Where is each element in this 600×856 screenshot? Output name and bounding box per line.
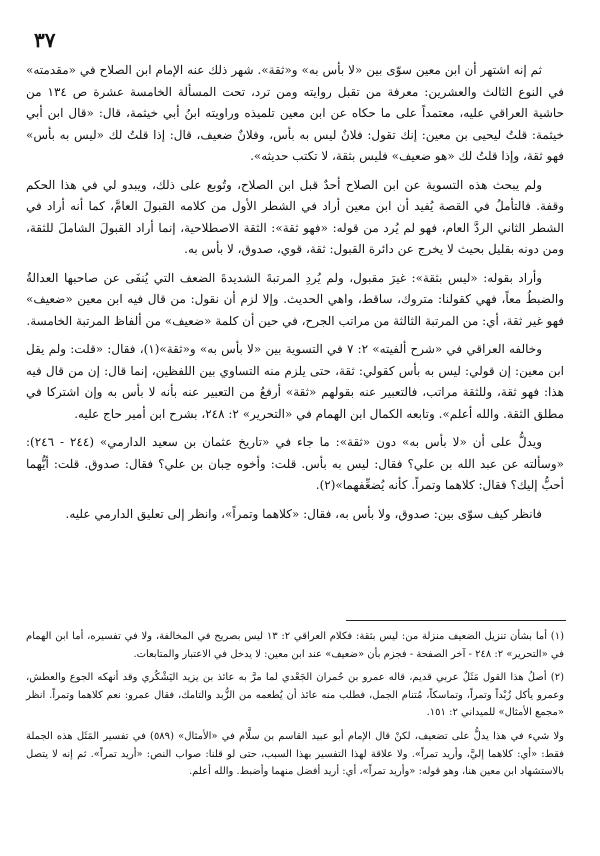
main-text [26, 60, 564, 532]
footnote: (٢) أصلُ هذا القول مَثَلٌ عربي قديم، قاله عمرو بن حُمران الجَعْدي لما مرَّ به عائذ بن يزيد اليَشْكُري وقد أنهكه الجوع والعطش، وعمرو يأكل زُبْداً وتمراً، وتماسكاً، مُتنام الجمل، فطلب منه عائذ أن يُطعمه من الزُّبد والتامك، فقال عمرو: نعم كلاهما وتمراً. انظر «مجمع الأمثال» للميداني ٢: ١٥١. [26, 672, 564, 719]
footnote: (١) أما بشأن تنزيل الضعيف منزلة من: ليس بثقة: فكلام العراقي ٢: ١٣ ليس بصريح في المخالفة، ولا في تفسيره، أما ابن الهمام في «التحرير» ٢: ٢٤٨ - آخر الصفحة - فجزم بأن «ضعيف» عند ابن معين: لا يدخل في الاعتبار والمتابعات. [26, 631, 564, 660]
paragraph: ويدلُّ على أن «لا بأس به» دون «ثقة»: ما جاء في «تاريخ عثمان بن سعيد الدارمي» (٢٤٤ - ٢٤٦): «وسألته عن عبد الله بن علي؟ فقال: ليس به بأس. قلت: وأخوه حِبان بن علي؟ فقال: صدوق. قلت: أيُّهما أحبُّ إليك؟ فقال: كلاهما وتمراً. كأنه يُضعِّفهما»(٢). [26, 435, 564, 492]
paragraph: وأراد بقوله: «ليس بثقة»: غيرَ مقبول، ولم يُردِ المرتبةَ الشديدةَ الضعف التي يُنفَى عن صاحبها العدالةُ والضبطُ معاً، فهي كقولنا: متروك، ساقط، واهي الحديث. وإلا لزم أن نقول: من قال فيه ابن معين «ضعيف» فهو غير ثقة، أي: من المرتبة الثالثة من مراتب الجرح، في حين أن كلمة «ضعيف» من ألفاظ المرتبة الخامسة. [26, 270, 564, 328]
page-number: ٣٧ [34, 28, 56, 52]
footnote: ولا شيء في هذا يدلُّ على تضعيف، لكنْ قال الإمام أبو عبيد القاسم بن سلَّام في «الأمثال» (٥٨٩) في تفسير المَثَل هذه الجملة فقط: «أي: كلاهما إليَّ، وأريد تمراً». ولا علاقة لهذا التفسير بهذا السبب، حتى لو قلنا: صواب النص: «أريد تمراً». ثم إنه لا يتصل بالاستشهاد ابن معين هنا، وهو قوله: «وأريد تمراً»، أي: أريد أفضل منهما وأضبط. والله أعلم. [26, 730, 564, 778]
footnotes [26, 628, 564, 787]
footnote-divider [346, 620, 566, 621]
paragraph: ثم إنه اشتهر أن ابن معين سوّى بين «لا بأس به» و«ثقة». شهر ذلك عنه الإمام ابن الصلاح في «مقدمته» في النوع الثالث والعشرين: معرفة من تقبل روايته ومن ترد، تحت المسألة الخامسة عشرة ص ١٣٤ من حاشية العراقي عليه، معتمداً على ما حكاه عن ابن معين تلميذه وراويته ابنُ أبي خيثمة، قال: «قال ابن أبي خيثمة: قلتُ ليحيى بن معين: إنك تقول: فلانٌ ليس به بأس، وفلانٌ ضعيف، قال: إذا قلتُ لك «ليس به بأس» فهو ثقة، وإذا قلتُ لك «هو ضعيف» فليس بثقة، لا تكتب حديثه». [26, 63, 564, 163]
paragraph: فانظر كيف سوّى بين: صدوق، ولا بأس به، فقال: «كلاهما وتمراً»، وانظر إلى تعليق الدارمي عليه. [65, 506, 542, 521]
paragraph: وخالفه العراقي في «شرح ألفيته» ٢: ٧ في التسوية بين «لا بأس به» و«ثقة»(١)، فقال: «قلت: ولم يقل ابن معين: إن قولي: ليس به بأس كقولي: ثقة، حتى يلزم منه التساوي بين اللفظين، إنما قال: إن من قال فيه هذا: فهو ثقة، وللثقة مراتب، فالتعبير عنه بقولهم «ثقة» أرفعُ من التعبير عنه بأنه لا بأس به وإن اشتركا في مطلق الثقة. والله أعلم». وتابعه الكمال ابن الهمام في «التحرير» ٢: ٢٤٨، بشرح ابن أمير حاج عليه. [26, 342, 564, 421]
paragraph: ولم يبحث هذه التسوية عن ابن الصلاح أحدٌ قبل ابن الصلاح، وتُوبع على ذلك، ويبدو لي في هذا الحكم وقفة. فالتأملُ في القصة يُفيد أن ابن معين أراد في الشطر الأول من كلامه القبولَ العامَّ، كما أنه أراد في الشطر الثاني الردَّ العام، فهو لم يُرد من قوله: «فهو ثقة»: الثقة الاصطلاحية، إنما أراد القبولَ الشاملَ للثقة، ومن دونه بقليل بحيث لا يخرج عن دائرة القبول: ثقة، قوي، صدوق، لا بأس به. [26, 177, 564, 256]
